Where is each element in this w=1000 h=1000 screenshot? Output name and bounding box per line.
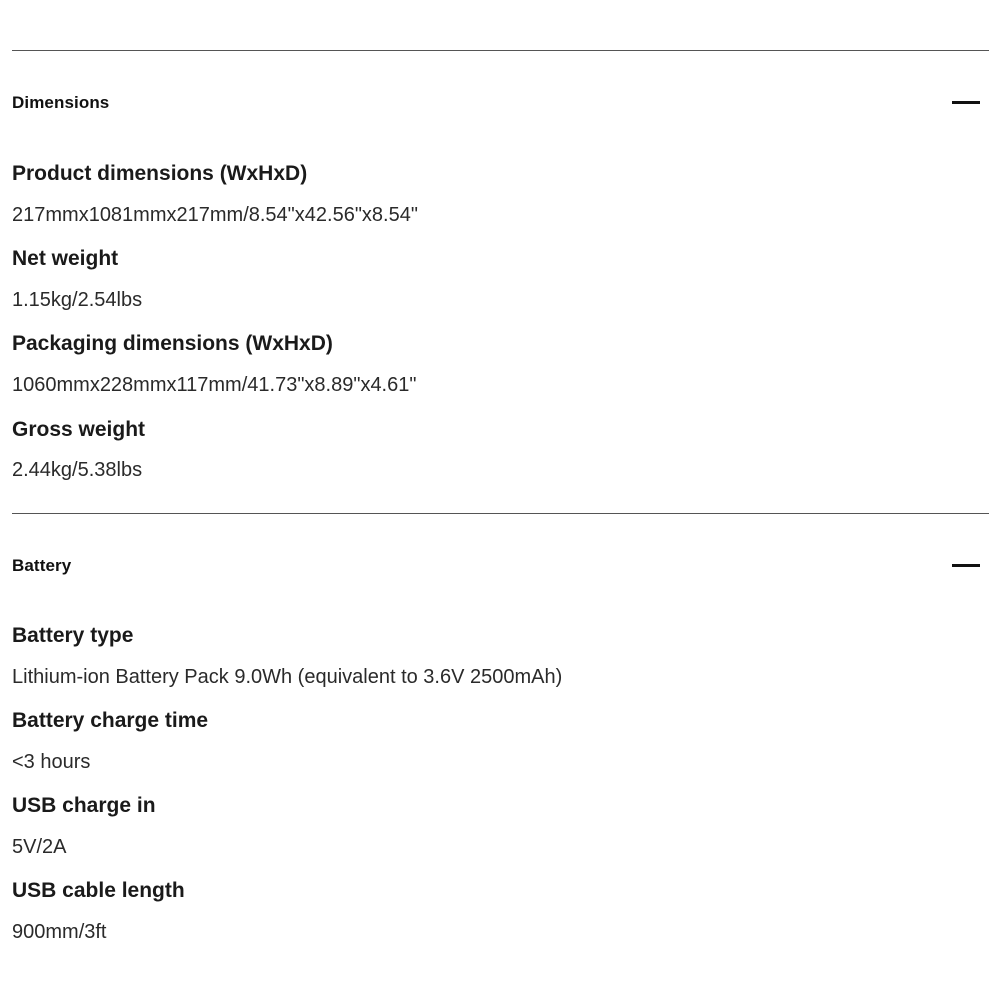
spec-label-usb-cable-length: USB cable length: [12, 879, 185, 902]
spec-label-packaging-dimensions: Packaging dimensions (WxHxD): [12, 332, 333, 355]
section-title-dimensions[interactable]: Dimensions: [12, 93, 110, 112]
spec-label-net-weight: Net weight: [12, 247, 119, 270]
spec-value-net-weight: 1.15kg/2.54lbs: [12, 289, 143, 311]
spec-label-product-dimensions: Product dimensions (WxHxD): [12, 162, 308, 185]
spec-value-battery-charge-time: <3 hours: [12, 751, 91, 773]
section-divider: [12, 513, 989, 514]
spec-value-product-dimensions: 217mmx1081mmx217mm/8.54"x42.56"x8.54": [12, 204, 418, 226]
collapse-battery-button[interactable]: [950, 554, 982, 578]
spec-value-gross-weight: 2.44kg/5.38lbs: [12, 459, 143, 481]
spec-label-usb-charge-in: USB charge in: [12, 794, 156, 817]
section-title-battery[interactable]: Battery: [12, 556, 72, 575]
spec-value-battery-type: Lithium-ion Battery Pack 9.0Wh (equivalent to 3.6V 2500mAh): [12, 666, 563, 688]
minus-icon: [952, 101, 980, 104]
section-divider: [12, 50, 989, 51]
spec-label-gross-weight: Gross weight: [12, 418, 146, 441]
spec-value-usb-cable-length: 900mm/3ft: [12, 921, 107, 943]
spec-value-packaging-dimensions: 1060mmx228mmx117mm/41.73"x8.89"x4.61": [12, 374, 417, 396]
spec-label-battery-charge-time: Battery charge time: [12, 709, 209, 732]
spec-value-usb-charge-in: 5V/2A: [12, 836, 67, 858]
minus-icon: [952, 564, 980, 567]
collapse-dimensions-button[interactable]: [950, 91, 982, 115]
spec-label-battery-type: Battery type: [12, 624, 134, 647]
